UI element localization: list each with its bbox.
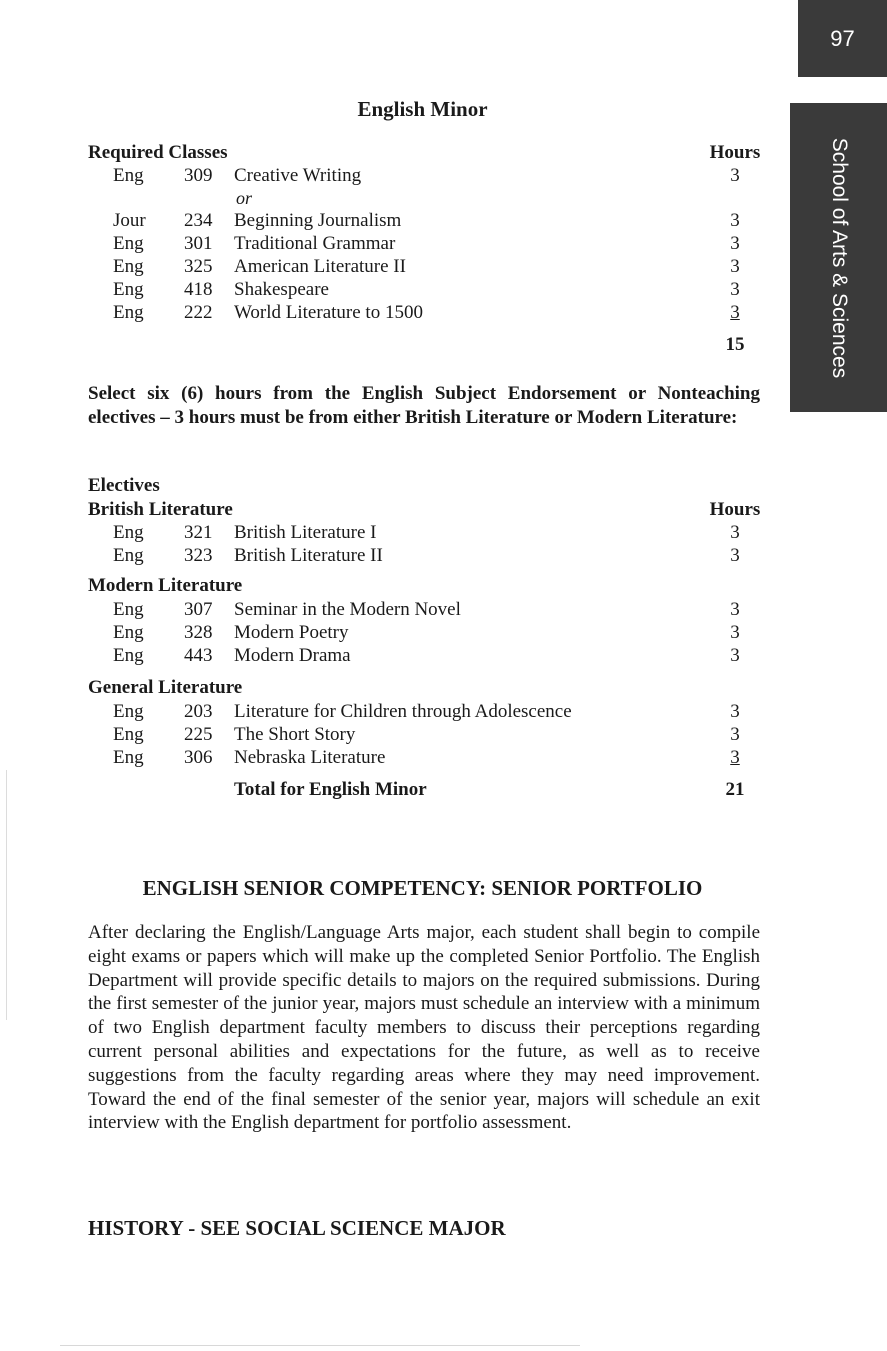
course-number: 203 <box>184 701 213 722</box>
course-hours: 3 <box>730 545 740 566</box>
page-title: English Minor <box>357 97 488 121</box>
course-name: Modern Poetry <box>234 622 349 643</box>
course-dept: Eng <box>113 279 144 300</box>
course-dept: Eng <box>113 599 144 620</box>
required-subtotal: 15 <box>725 334 745 355</box>
required-hours-heading: Hours <box>709 142 761 163</box>
select-electives-note: Select six (6) hours from the English Subject Endorsement or Nonteaching electives – 3 hours must be from either British Literature or Modern Literature: <box>88 383 760 428</box>
course-name: Traditional Grammar <box>234 233 396 254</box>
section-tab <box>790 103 887 412</box>
course-hours: 3 <box>730 645 740 666</box>
course-number: 307 <box>184 599 213 620</box>
course-number: 328 <box>184 622 213 643</box>
course-name: Literature for Children through Adolescence <box>234 701 572 722</box>
course-name: The Short Story <box>234 724 356 745</box>
modern-literature-heading: Modern Literature <box>88 575 243 596</box>
competency-heading: ENGLISH SENIOR COMPETENCY: SENIOR PORTFOLIO <box>142 876 703 900</box>
course-hours: 3 <box>730 302 740 323</box>
course-dept: Eng <box>113 724 144 745</box>
course-name: British Literature I <box>234 522 377 543</box>
electives-heading: Electives <box>88 475 160 496</box>
course-hours: 3 <box>730 724 740 745</box>
course-name: Seminar in the Modern Novel <box>234 599 461 620</box>
course-hours: 3 <box>730 701 740 722</box>
course-hours: 3 <box>730 233 740 254</box>
course-hours: 3 <box>730 165 740 186</box>
or-label: or <box>236 188 253 208</box>
course-name: Creative Writing <box>234 165 362 186</box>
course-dept: Eng <box>113 747 144 768</box>
margin-artifact <box>6 770 7 1020</box>
page-number-tab <box>798 0 887 77</box>
course-dept: Eng <box>113 645 144 666</box>
course-dept: Jour <box>113 210 146 231</box>
course-dept: Eng <box>113 302 144 323</box>
british-literature-heading: British Literature <box>88 499 233 520</box>
course-hours: 3 <box>730 622 740 643</box>
general-literature-heading: General Literature <box>88 677 243 698</box>
course-name: Nebraska Literature <box>234 747 386 768</box>
course-dept: Eng <box>113 545 144 566</box>
bottom-rule <box>60 1345 580 1346</box>
course-number: 222 <box>184 302 213 323</box>
course-name: Shakespeare <box>234 279 329 300</box>
course-dept: Eng <box>113 233 144 254</box>
required-classes-heading: Required Classes <box>88 142 228 163</box>
course-number: 225 <box>184 724 213 745</box>
course-dept: Eng <box>113 622 144 643</box>
course-number: 234 <box>184 210 213 231</box>
course-dept: Eng <box>113 165 144 186</box>
course-number: 418 <box>184 279 213 300</box>
course-hours: 3 <box>730 279 740 300</box>
course-hours: 3 <box>730 210 740 231</box>
course-name: Beginning Journalism <box>234 210 402 231</box>
total-hours: 21 <box>725 779 745 800</box>
course-dept: Eng <box>113 701 144 722</box>
course-number: 323 <box>184 545 213 566</box>
course-hours: 3 <box>730 522 740 543</box>
course-name: American Literature II <box>234 256 406 277</box>
course-number: 301 <box>184 233 213 254</box>
electives-hours-heading: Hours <box>709 499 761 520</box>
course-name: British Literature II <box>234 545 383 566</box>
course-number: 325 <box>184 256 213 277</box>
course-number: 309 <box>184 165 213 186</box>
course-number: 443 <box>184 645 213 666</box>
course-hours: 3 <box>730 256 740 277</box>
course-number: 321 <box>184 522 213 543</box>
course-number: 306 <box>184 747 213 768</box>
page-number: 97 <box>830 25 855 51</box>
course-hours: 3 <box>730 599 740 620</box>
history-heading: HISTORY - SEE SOCIAL SCIENCE MAJOR <box>88 1216 506 1240</box>
course-name: World Literature to 1500 <box>234 302 423 323</box>
course-hours: 3 <box>730 747 740 768</box>
course-name: Modern Drama <box>234 645 351 666</box>
course-dept: Eng <box>113 522 144 543</box>
section-tab-label: School of Arts & Sciences <box>827 137 851 378</box>
course-dept: Eng <box>113 256 144 277</box>
competency-body: After declaring the English/Language Arts major, each student shall begin to compile eight exams or papers which will make up the completed Senior Portfolio. The English Department will provide specific details to majors on the required submissions. During the first semester of the junior year, majors must schedule an interview with a minimum of two English department faculty members to discuss their perceptions regarding current personal abilities and expectations for the future, as well as to receive suggestions from the faculty regarding areas where they may need improvement. Toward the end of the final semester of the senior year, majors will schedule an exit interview with the English department for portfolio assessment. <box>88 922 760 1134</box>
total-label: Total for English Minor <box>234 779 427 800</box>
